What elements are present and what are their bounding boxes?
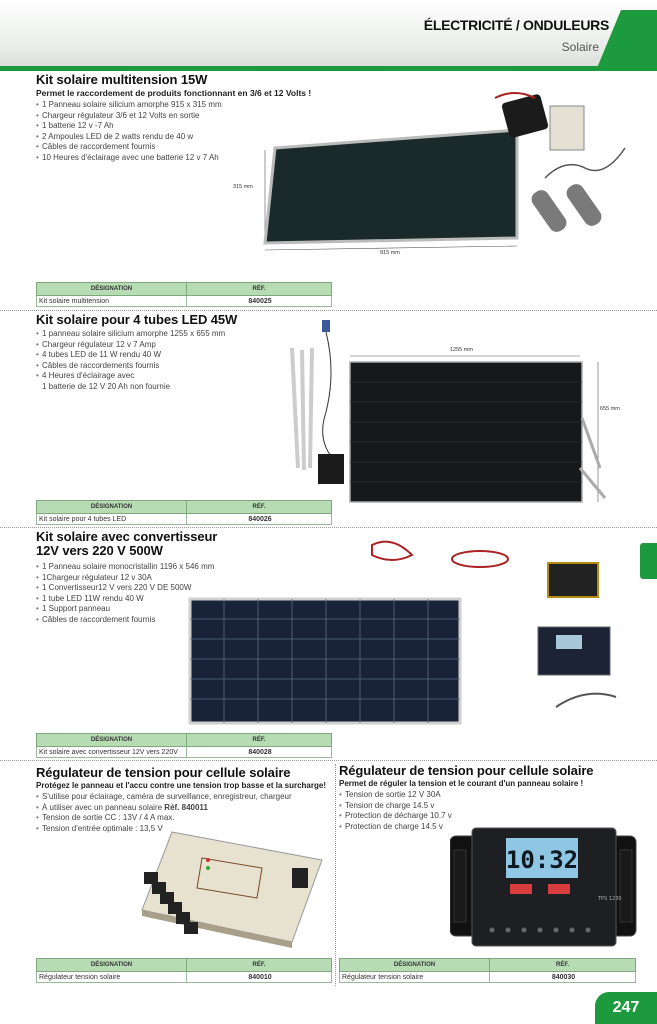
page-number: 247 [595,992,657,1024]
col-ref: RÉF. [187,283,332,296]
designation-cell: Régulateur tension solaire [37,972,187,983]
reference-table [36,958,332,983]
feature-item: 1 batterie de 12 V 20 Ah non fournie [42,381,171,391]
col-ref: RÉF. [187,501,332,514]
feature-item: • Chargeur régulateur 3/6 et 12 Volts en sortie [36,111,336,122]
column-divider [335,764,336,986]
lcd-time-display: 10:32 [505,846,579,874]
feature-item: • Protection de charge 14.5 v [339,822,639,833]
feature-item: • Câbles de raccordement fournis [36,615,286,626]
ref-cell: 840030 [490,972,636,983]
inline-reference: Réf. 840011 [164,802,208,812]
device-model-label: TPS 1230 [598,896,622,902]
dimension-width: 915 mm [380,250,400,256]
ref-cell: 840028 [187,747,332,758]
feature-item: • Tension de sortie 12 V 30A [339,790,639,801]
header-rule [0,66,657,71]
regulator-840010-image [132,820,332,950]
feature-item: • 1 Support panneau [36,604,286,615]
section-subtitle: Solaire [561,40,599,54]
side-tab [640,543,657,579]
feature-item: • Protection de décharge 10.7 v [339,811,639,822]
product-title-line2: 12V vers 220 V 500W [36,543,163,558]
col-ref: RÉF. [187,959,332,972]
feature-list [36,329,286,392]
designation-cell: Kit solaire multitension [37,296,187,307]
reference-table [339,958,636,983]
feature-item: • 1 tube LED 11W rendu 40 W [36,594,286,605]
dimension-width: 1255 mm [450,347,473,353]
product-subtitle: Permet de réguler la tension et le courant d'un panneau solaire ! [339,779,584,788]
ref-cell: 840025 [187,296,332,307]
feature-item: • 1 Panneau solaire silicium amorphe 915 x 315 mm [36,100,336,111]
product-subtitle: Permet le raccordement de produits fonctionnant en 3/6 et 12 Volts ! [36,88,312,98]
product-subtitle: Protégez le panneau et l'accu contre une tension trop basse et la surcharge! [36,781,326,790]
feature-item: • 4 tubes LED de 11 W rendu 40 W [36,350,286,361]
ref-cell: 840026 [187,514,332,525]
product-regulator-840030 [339,764,639,832]
divider [0,527,657,528]
solar-panel-15w-image [255,78,635,258]
feature-item: • 1 batterie 12 v -7 Ah [36,121,336,132]
feature-item: • 4 Heures d'éclairage avec [36,371,286,382]
dimension-height: 315 mm [233,184,253,190]
reference-table [36,500,332,525]
section-title: ÉLECTRICITÉ / ONDULEURS [423,17,609,33]
ref-cell: 840010 [187,972,332,983]
col-designation: DÉSIGNATION [37,283,187,296]
product-title: Régulateur de tension pour cellule solaire [36,765,291,780]
feature-item: • 1 Convertisseur12 V vers 220 V DE 500W [36,583,286,594]
feature-item: • Câbles de raccordements fournis [36,361,286,372]
feature-item: • Tension de sortie CC : 13V / 4 A max. [36,813,336,824]
feature-item: • 2 Ampoules LED de 2 watts rendu de 40 w [36,132,336,143]
reference-table [36,733,332,758]
col-designation: DÉSIGNATION [37,959,187,972]
feature-item: • Chargeur régulateur 12 v 7 Amp [36,340,286,351]
designation-cell: Régulateur tension solaire [340,972,490,983]
feature-item: • 1Chargeur régulateur 12 v 30A [36,573,286,584]
col-ref: RÉF. [490,959,636,972]
regulator-840030-image [450,826,640,948]
col-designation: DÉSIGNATION [340,959,490,972]
feature-item [36,803,336,814]
designation-cell: Kit solaire pour 4 tubes LED [37,514,187,525]
product-title: Régulateur de tension pour cellule solaire [339,763,594,778]
dimension-height: 655 mm [600,406,620,412]
designation-cell: Kit solaire avec convertisseur 12V vers 220V [37,747,187,758]
feature-item: • 10 Heures d'éclairage avec une batterie 12 v 7 Ah [36,153,336,164]
divider [0,760,657,761]
solar-panel-500w-image [186,537,636,727]
feature-item: • 1 panneau solaire silicium amorphe 1255 x 655 mm [36,329,286,340]
reference-table [36,282,332,307]
divider [0,310,657,311]
page-header [0,0,657,68]
feature-item: • Câbles de raccordement fournis [36,142,336,153]
col-designation: DÉSIGNATION [37,734,187,747]
col-designation: DÉSIGNATION [37,501,187,514]
product-title: Kit solaire multitension 15W [36,72,208,87]
feature-item: • S'utilise pour éclairage, caméra de surveillance, enregistreur, chargeur [36,792,336,803]
product-title-line1: Kit solaire avec convertisseur [36,529,218,544]
feature-item: • Tension d'entrée optimale : 13,5 V [36,824,336,835]
product-title: Kit solaire pour 4 tubes LED 45W [36,312,238,327]
feature-item: • 1 Panneau solaire monocristallin 1196 x 546 mm [36,562,286,573]
feature-text: À utiliser avec un panneau solaire [42,802,165,812]
col-ref: RÉF. [187,734,332,747]
feature-item: • Tension de charge 14.5 v [339,801,639,812]
product-kit-45w [36,313,286,392]
